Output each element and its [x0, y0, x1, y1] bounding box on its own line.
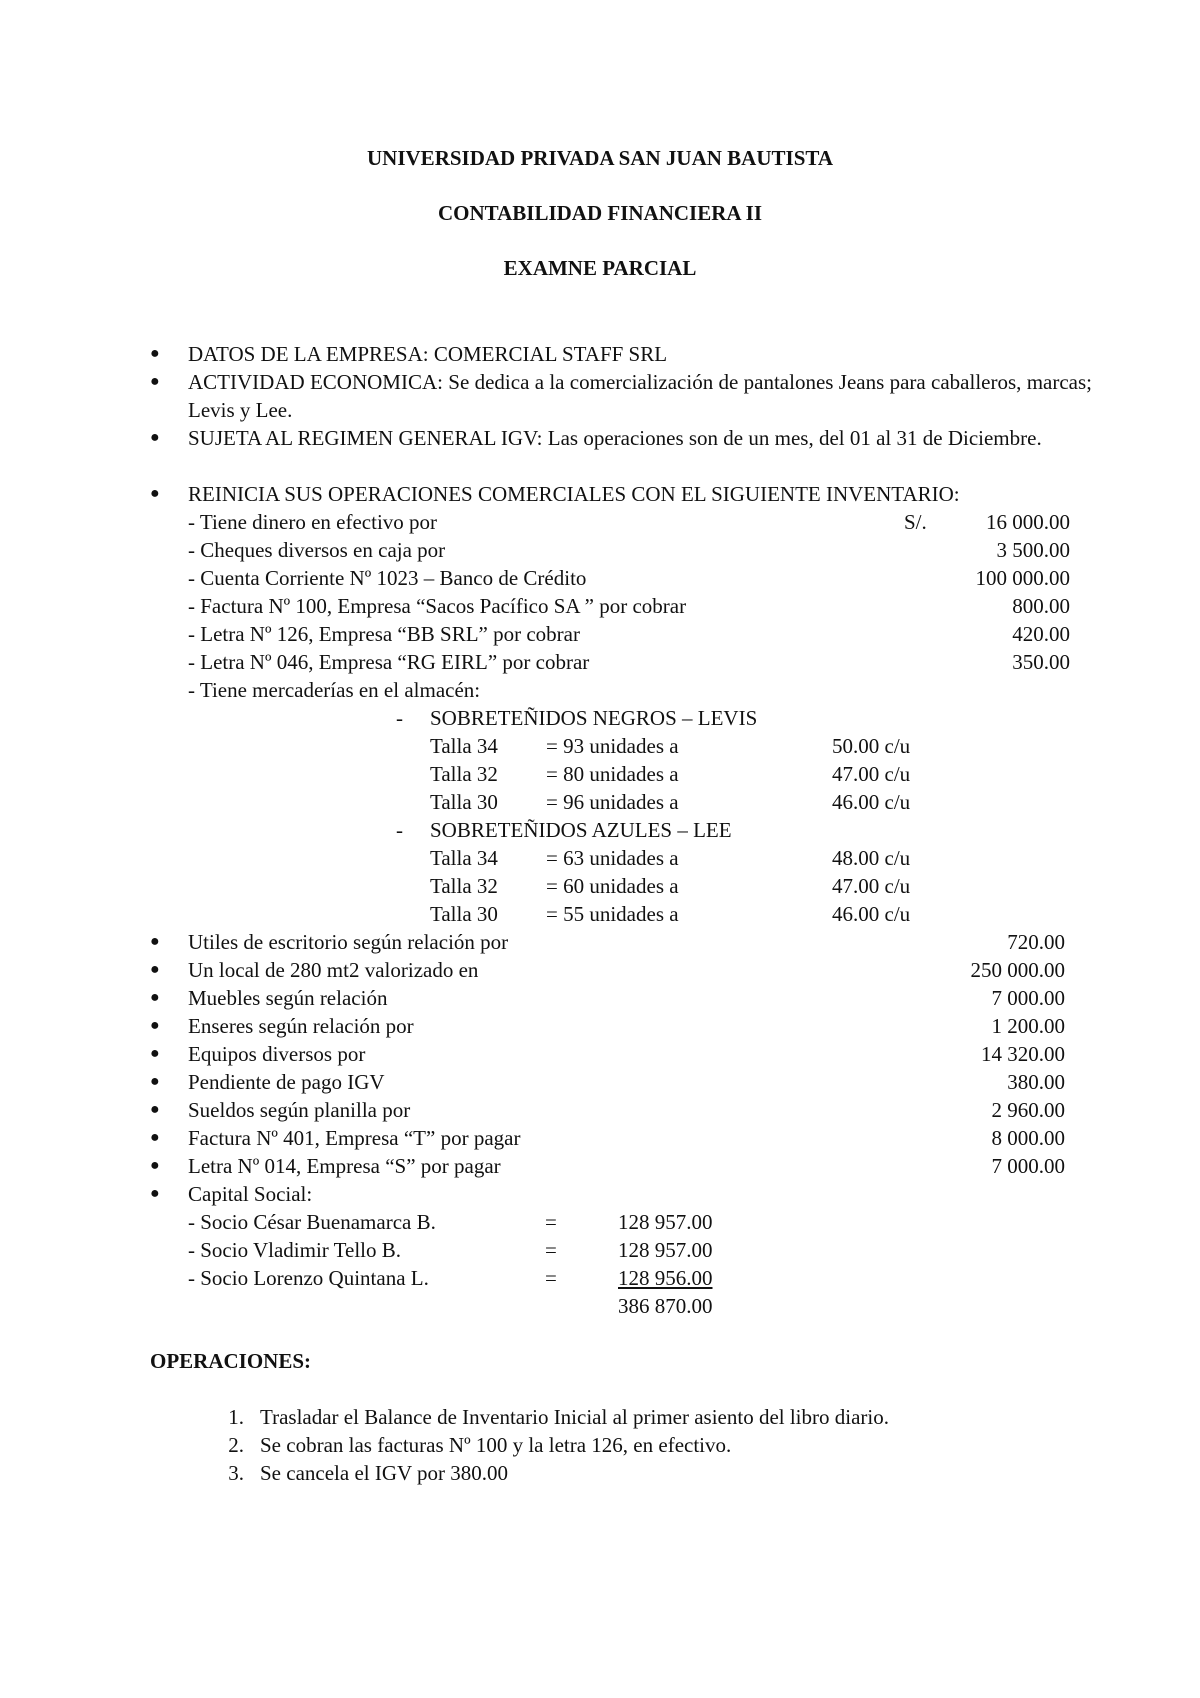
bullet-icon: ● [150, 1185, 160, 1202]
inventory-item-label: - Tiene mercaderías en el almacén: [188, 678, 481, 702]
asset-item-label: Muebles según relación [188, 986, 388, 1010]
liability-item-amount: 380.00 [1007, 1070, 1065, 1094]
bullet-icon: ● [150, 933, 160, 950]
inventory-item-amount: 350.00 [1012, 650, 1070, 674]
operation-number: 3. [228, 1461, 244, 1485]
operation-text: Se cancela el IGV por 380.00 [260, 1461, 509, 1485]
merchandise-group-title: SOBRETEÑIDOS NEGROS – LEVIS [430, 706, 758, 730]
bullet-icon: ● [150, 1157, 160, 1174]
merchandise-group-title: SOBRETEÑIDOS AZULES – LEE [430, 818, 732, 842]
operation-text: Trasladar el Balance de Inventario Inicial al primer asiento del libro diario. [260, 1405, 889, 1429]
bullet-icon: ● [150, 345, 160, 362]
equals-sign: = [545, 1210, 557, 1234]
inventory-item-amount: 3 500.00 [996, 538, 1070, 562]
unit-price: 46.00 c/u [832, 902, 911, 926]
inventory-item-label: - Letra Nº 046, Empresa “RG EIRL” por cobrar [188, 650, 590, 674]
units-text: = 60 unidades a [546, 874, 679, 898]
liability-item-amount: 2 960.00 [991, 1098, 1065, 1122]
inventory-item-label: - Cheques diversos en caja por [188, 538, 446, 562]
bullet-icon: ● [150, 989, 160, 1006]
bullet-icon: ● [150, 373, 160, 390]
group-dash: - [396, 706, 403, 730]
partner-name: - Socio Lorenzo Quintana L. [188, 1266, 429, 1290]
units-text: = 63 unidades a [546, 846, 679, 870]
bullet-icon: ● [150, 1129, 160, 1146]
inventory-intro: REINICIA SUS OPERACIONES COMERCIALES CON EL SIGUIENTE INVENTARIO: [188, 482, 960, 506]
currency-symbol: S/. [904, 510, 927, 534]
unit-price: 47.00 c/u [832, 874, 911, 898]
size-label: Talla 30 [430, 902, 498, 926]
liability-item-label: Factura Nº 401, Empresa “T” por pagar [188, 1126, 521, 1150]
operation-number: 2. [228, 1433, 244, 1457]
liability-item-label: Sueldos según planilla por [188, 1098, 411, 1122]
asset-item-label: Utiles de escritorio según relación por [188, 930, 509, 954]
bullet-icon: ● [150, 1101, 160, 1118]
asset-item-label: Enseres según relación por [188, 1014, 414, 1038]
liability-item-label: Pendiente de pago IGV [188, 1070, 385, 1094]
units-text: = 55 unidades a [546, 902, 679, 926]
bullet-icon: ● [150, 1073, 160, 1090]
asset-item-amount: 250 000.00 [970, 958, 1065, 982]
university-title: UNIVERSIDAD PRIVADA SAN JUAN BAUTISTA [367, 146, 833, 170]
units-text: = 96 unidades a [546, 790, 679, 814]
bullet-icon: ● [150, 1045, 160, 1062]
asset-item-amount: 7 000.00 [991, 986, 1065, 1010]
units-text: = 80 unidades a [546, 762, 679, 786]
asset-item-amount: 1 200.00 [991, 1014, 1065, 1038]
operation-text: Se cobran las facturas Nº 100 y la letra 126, en efectivo. [260, 1433, 732, 1457]
units-text: = 93 unidades a [546, 734, 679, 758]
partner-capital: 128 957.00 [618, 1210, 713, 1234]
course-title: CONTABILIDAD FINANCIERA II [438, 201, 762, 225]
company-data: DATOS DE LA EMPRESA: COMERCIAL STAFF SRL [188, 342, 668, 366]
partner-name: - Socio César Buenamarca B. [188, 1210, 436, 1234]
asset-item-label: Un local de 280 mt2 valorizado en [188, 958, 479, 982]
unit-price: 47.00 c/u [832, 762, 911, 786]
asset-item-amount: 14 320.00 [981, 1042, 1065, 1066]
inventory-item-amount: 800.00 [1012, 594, 1070, 618]
bullet-icon: ● [150, 485, 160, 502]
inventory-item-label: - Cuenta Corriente Nº 1023 – Banco de Crédito [188, 566, 587, 590]
operations-title: OPERACIONES: [150, 1349, 312, 1373]
tax-regime: SUJETA AL REGIMEN GENERAL IGV: Las operaciones son de un mes, del 01 al 31 de Diciembre. [188, 426, 1042, 450]
unit-price: 48.00 c/u [832, 846, 911, 870]
capital-label: Capital Social: [188, 1182, 313, 1206]
bullet-icon: ● [150, 961, 160, 978]
liability-item-label: Letra Nº 014, Empresa “S” por pagar [188, 1154, 501, 1178]
size-label: Talla 30 [430, 790, 498, 814]
equals-sign: = [545, 1266, 557, 1290]
equals-sign: = [545, 1238, 557, 1262]
capital-total: 386 870.00 [618, 1294, 713, 1318]
inventory-item-amount: 100 000.00 [975, 566, 1070, 590]
inventory-item-label: - Letra Nº 126, Empresa “BB SRL” por cobrar [188, 622, 580, 646]
asset-item-label: Equipos diversos por [188, 1042, 366, 1066]
operation-number: 1. [228, 1405, 244, 1429]
liability-item-amount: 7 000.00 [991, 1154, 1065, 1178]
size-label: Talla 32 [430, 762, 498, 786]
bullet-icon: ● [150, 429, 160, 446]
bullet-icon: ● [150, 1017, 160, 1034]
size-label: Talla 34 [430, 846, 498, 870]
partner-name: - Socio Vladimir Tello B. [188, 1238, 401, 1262]
inventory-item-amount: 420.00 [1012, 622, 1070, 646]
unit-price: 46.00 c/u [832, 790, 911, 814]
liability-item-amount: 8 000.00 [991, 1126, 1065, 1150]
size-label: Talla 34 [430, 734, 498, 758]
exam-title: EXAMNE PARCIAL [503, 256, 697, 280]
inventory-item-label: - Factura Nº 100, Empresa “Sacos Pacífico SA ” por cobrar [188, 594, 687, 618]
group-dash: - [396, 818, 403, 842]
economic-activity: ACTIVIDAD ECONOMICA: Se dedica a la comercialización de pantalones Jeans para caballeros, marcas; Levis y Lee. [188, 370, 1092, 422]
inventory-item-label: - Tiene dinero en efectivo por [188, 510, 438, 534]
asset-item-amount: 720.00 [1007, 930, 1065, 954]
inventory-item-amount: 16 000.00 [986, 510, 1070, 534]
unit-price: 50.00 c/u [832, 734, 911, 758]
partner-capital: 128 956.00 [618, 1266, 713, 1290]
size-label: Talla 32 [430, 874, 498, 898]
partner-capital: 128 957.00 [618, 1238, 713, 1262]
